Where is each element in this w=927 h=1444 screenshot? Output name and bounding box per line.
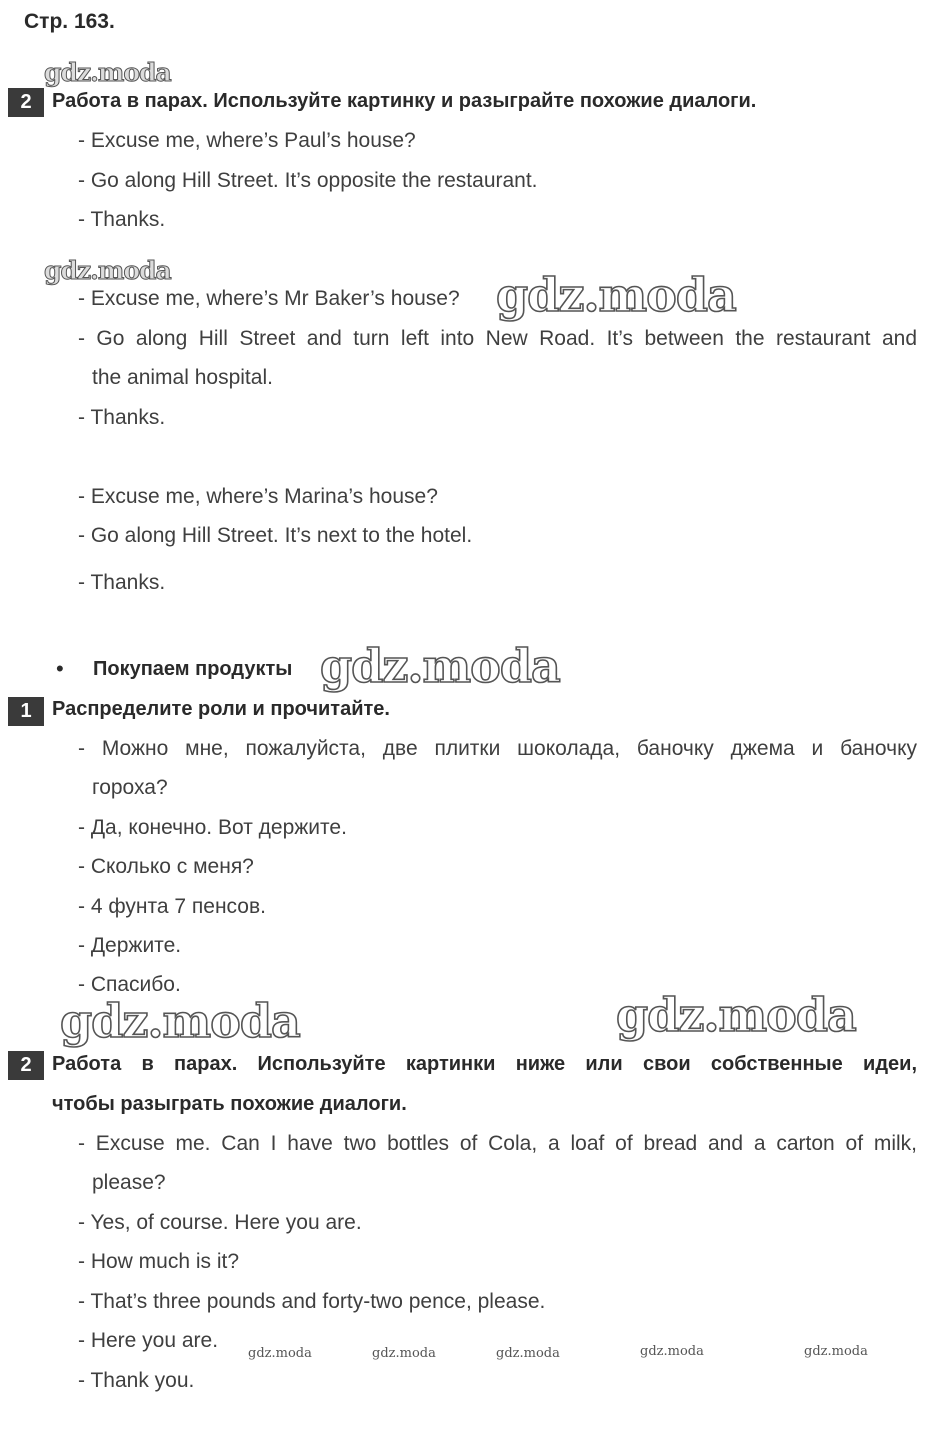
dialog-line: - Thanks. (78, 208, 166, 231)
task-number-badge: 2 (8, 1051, 44, 1080)
dialog-line: - Excuse me, where’s Marina’s house? (78, 485, 438, 508)
bullet: • (56, 656, 64, 681)
task-title: Работа в парах. Используйте картинку и разыграйте похожие диалоги. (52, 90, 757, 112)
dialog-line: - Go along Hill Street. It’s opposite the restaurant. (78, 169, 538, 192)
dialog-line: - Thank you. (78, 1369, 195, 1392)
dialog-line: - How much is it? (78, 1250, 240, 1273)
dialog-line: - Спасибо. (78, 973, 181, 996)
dialog-line: - Excuse me. Can I have two bottles of Cola, a loaf of bread and a carton of milk, (78, 1132, 917, 1155)
watermark: gdz.moda (616, 988, 856, 1042)
dialog-line: - Да, конечно. Вот держите. (78, 816, 347, 839)
task-title-continuation: чтобы разыграть похожие диалоги. (52, 1093, 407, 1115)
dialog-line: - Excuse me, where’s Mr Baker’s house? (78, 287, 460, 310)
dialog-line: - Go along Hill Street. It’s next to the hotel. (78, 524, 473, 547)
watermark: gdz.moda (44, 256, 171, 285)
dialog-line: - Thanks. (78, 406, 166, 429)
watermark: gdz.moda (44, 58, 171, 87)
dialog-line: - Excuse me, where’s Paul’s house? (78, 129, 416, 152)
watermark: gdz.moda (320, 639, 560, 693)
dialog-line-continuation: please? (92, 1171, 166, 1194)
task-title: Работа в парах. Используйте картинки ниже или свои собственные идеи, (52, 1053, 917, 1075)
watermark: gdz.moda (640, 1344, 704, 1359)
dialog-line: - Here you are. (78, 1329, 219, 1352)
watermark: gdz.moda (804, 1344, 868, 1359)
watermark: gdz.moda (248, 1346, 312, 1361)
task-number-badge: 2 (8, 88, 44, 117)
dialog-line: - Сколько с меня? (78, 855, 254, 878)
dialog-line: - 4 фунта 7 пенсов. (78, 895, 266, 918)
dialog-line: - Можно мне, пожалуйста, две плитки шоколада, баночку джема и баночку (78, 737, 917, 760)
watermark: gdz.moda (372, 1346, 436, 1361)
dialog-line: - Держите. (78, 934, 182, 957)
dialog-line: - Thanks. (78, 571, 166, 594)
page-number: Стр. 163. (24, 10, 115, 33)
task-number-badge: 1 (8, 697, 44, 726)
section-subtitle: Покупаем продукты (93, 658, 293, 680)
watermark: gdz.moda (60, 994, 300, 1048)
watermark: gdz.moda (496, 1346, 560, 1361)
dialog-line: - Yes, of course. Here you are. (78, 1211, 362, 1234)
watermark: gdz.moda (496, 268, 736, 322)
dialog-line-continuation: гороха? (92, 776, 168, 799)
dialog-line: - Go along Hill Street and turn left into New Road. It’s between the restaurant and (78, 327, 917, 350)
dialog-line: - That’s three pounds and forty-two pence, please. (78, 1290, 546, 1313)
dialog-line-continuation: the animal hospital. (92, 366, 273, 389)
task-title: Распределите роли и прочитайте. (52, 698, 390, 720)
